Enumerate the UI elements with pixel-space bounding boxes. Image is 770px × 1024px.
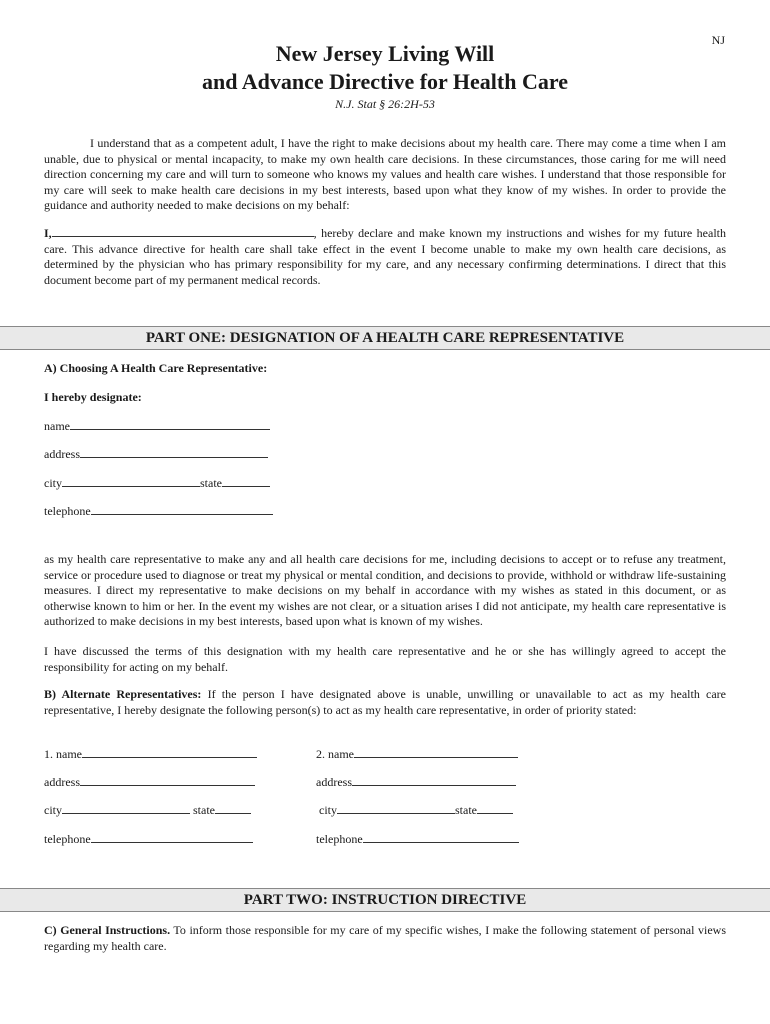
alt1-telephone-field[interactable] [91,832,253,843]
alt2-telephone-field[interactable] [363,832,519,843]
alt2-name-row: 2. name [316,747,518,762]
intro-paragraph: I understand that as a competent adult, I have the right to make decisions about my health care. There may come a time when I am unable, due to physical or mental incapacity, to make my own health care decisions. In these circumstances, those caring for me will need direction concerning my care and will turn to someone who knows my values and health care wishes. I understand that those responsible for my care will seek to make health care decisions in my best interests, based upon what they know of my wishes. In order to provide the guidance and authority needed to make decisions on my behalf: [44,136,726,212]
rep-name-field[interactable] [70,419,270,430]
state-code-label: NJ [711,33,725,47]
alt2-city-row: city state [319,803,513,818]
designate-label: I hereby designate: [44,390,142,404]
section-b-paragraph: B) Alternate Representatives: If the person I have designated above is unable, unwilling or unavailable to act as my health care representative, I hereby designate the following person(s) to act as my health care representative, in order of priority stated: [44,687,726,717]
document-title: New Jersey Living Will [275,41,495,66]
section-c-paragraph: C) General Instructions. To inform those responsible for my care of my specific wishes, I make the following statement of personal views regarding my health care. [44,923,726,953]
alt1-state-field[interactable] [215,803,251,814]
alt2-name-field[interactable] [354,747,518,758]
rep-address-field[interactable] [80,447,268,458]
statute-citation: N.J. Stat § 26:2H-53 [335,97,435,111]
alt1-name-field[interactable] [82,747,257,758]
declaration-paragraph: I, , hereby declare and make known my instructions and wishes for my future health care. This advance directive for health care shall take effect in the event I become unable to make my own health care decisions, as determined by the physician who has primary responsibility for my care, and any necessary confirming determinations. I direct that this document become part of my permanent medical records. [44,226,726,287]
section-a-heading: A) Choosing A Health Care Representative: [44,361,268,375]
alt2-address-field[interactable] [352,775,516,786]
alt1-address-row: address [44,775,255,790]
rep-city-field[interactable] [62,476,200,487]
document-subtitle: and Advance Directive for Health Care [201,69,568,94]
part-one-heading: PART ONE: DESIGNATION OF A HEALTH CARE REPRESENTATIVE [0,326,770,350]
alt1-name-row: 1. name [44,747,257,762]
alt1-city-row: city state [44,803,251,818]
rep-name-row: name [44,419,270,434]
rep-city-row: city state [44,476,270,491]
alt2-address-row: address [316,775,516,790]
discussed-paragraph: I have discussed the terms of this designation with my health care representative and he or she has willingly agreed to accept the responsibility for acting on my behalf. [44,644,726,674]
rep-state-field[interactable] [222,476,270,487]
rep-address-row: address [44,447,268,462]
alt1-address-field[interactable] [80,775,255,786]
rep-telephone-row: telephone [44,504,273,519]
declarant-name-field[interactable] [52,226,314,237]
part-two-heading: PART TWO: INSTRUCTION DIRECTIVE [0,888,770,912]
alt2-telephone-row: telephone [316,832,519,847]
alt1-telephone-row: telephone [44,832,253,847]
alt1-city-field[interactable] [62,803,190,814]
alt2-state-field[interactable] [477,803,513,814]
rep-telephone-field[interactable] [91,504,273,515]
alt2-city-field[interactable] [337,803,455,814]
authority-paragraph: as my health care representative to make any and all health care decisions for me, including decisions to accept or to refuse any treatment, service or procedure used to diagnose or treat my physical or mental condition, and decisions to provide, withhold or withdraw life-sustaining measures. I direct my representative to make decisions on my behalf in accordance with my wishes as stated in this document, or as otherwise known to him or her. In the event my wishes are not clear, or a situation arises I did not anticipate, my health care representative is authorized to make decisions in my best interests, based upon what is known of my wishes. [44,552,726,628]
